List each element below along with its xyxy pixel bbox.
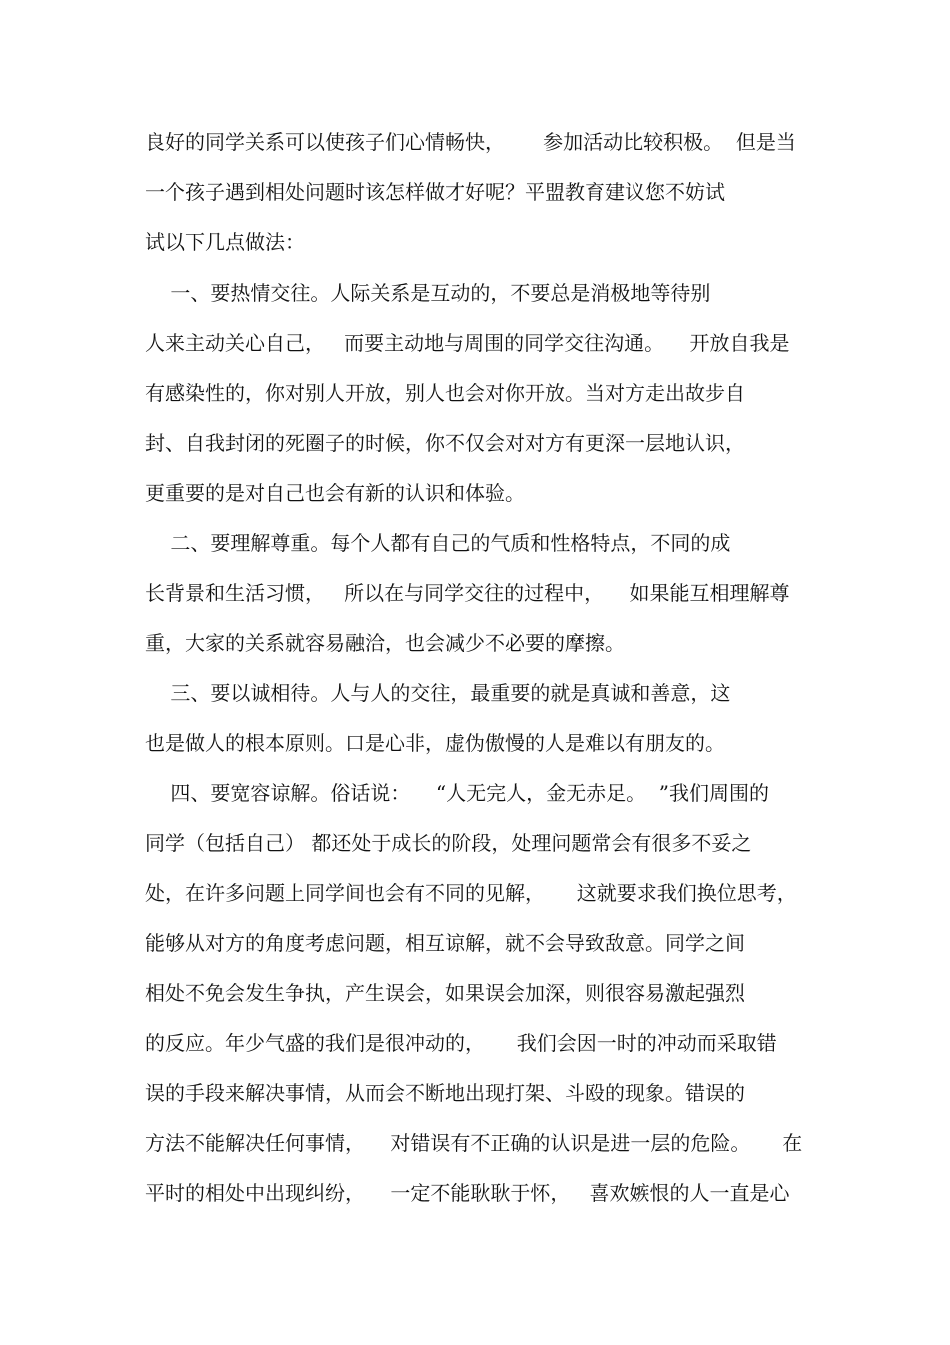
text-line: 误的手段来解决事情，从而会不断地出现打架、斗殴的现象。错误的 [145, 1081, 745, 1105]
text-line: 四、要宽容谅解。俗话说： “人无完人，金无赤足。 ”我们周围的 [145, 781, 770, 805]
text-line: 有感染性的，你对别人开放，别人也会对你开放。当对方走出故步自 [145, 381, 745, 405]
text-line: 人来主动关心自己， 而要主动地与周围的同学交往沟通。 开放自我是 [145, 331, 790, 355]
text-line: 同学（包括自己） 都还处于成长的阶段，处理问题常会有很多不妥之 [145, 831, 752, 855]
text-line: 长背景和生活习惯， 所以在与同学交往的过程中， 如果能互相理解尊 [145, 581, 790, 605]
text-line: 处，在许多问题上同学间也会有不同的见解， 这就要求我们换位思考， [145, 881, 797, 905]
text-line: 能够从对方的角度考虑问题，相互谅解，就不会导致敌意。同学之间 [145, 931, 745, 955]
text-line: 一个孩子遇到相处问题时该怎样做才好呢？平盟教育建议您不妨试 [145, 180, 725, 204]
text-line: 三、要以诚相待。人与人的交往，最重要的就是真诚和善意，这 [145, 681, 731, 705]
text-line: 平时的相处中出现纠纷， 一定不能耿耿于怀， 喜欢嫉恨的人一直是心 [145, 1181, 790, 1205]
text-line: 方法不能解决任何事情， 对错误有不正确的认识是进一层的危险。 在 [145, 1131, 803, 1155]
text-line: 一、要热情交往。人际关系是互动的，不要总是消极地等待别 [145, 281, 711, 305]
text-line: 重，大家的关系就容易融洽，也会减少不必要的摩擦。 [145, 631, 625, 655]
text-line: 良好的同学关系可以使孩子们心情畅快， 参加活动比较积极。 但是当 [145, 130, 796, 154]
text-line: 试以下几点做法： [145, 230, 305, 254]
text-line: 的反应。年少气盛的我们是很冲动的， 我们会因一时的冲动而采取错 [145, 1031, 777, 1055]
text-line: 也是做人的根本原则。口是心非，虚伪傲慢的人是难以有朋友的。 [145, 731, 725, 755]
text-line: 封、自我封闭的死圈子的时候，你不仅会对对方有更深一层地认识， [145, 431, 745, 455]
text-line: 二、要理解尊重。每个人都有自己的气质和性格特点，不同的成 [145, 531, 731, 555]
text-line: 相处不免会发生争执，产生误会，如果误会加深，则很容易激起强烈 [145, 981, 745, 1005]
text-line: 更重要的是对自己也会有新的认识和体验。 [145, 481, 525, 505]
